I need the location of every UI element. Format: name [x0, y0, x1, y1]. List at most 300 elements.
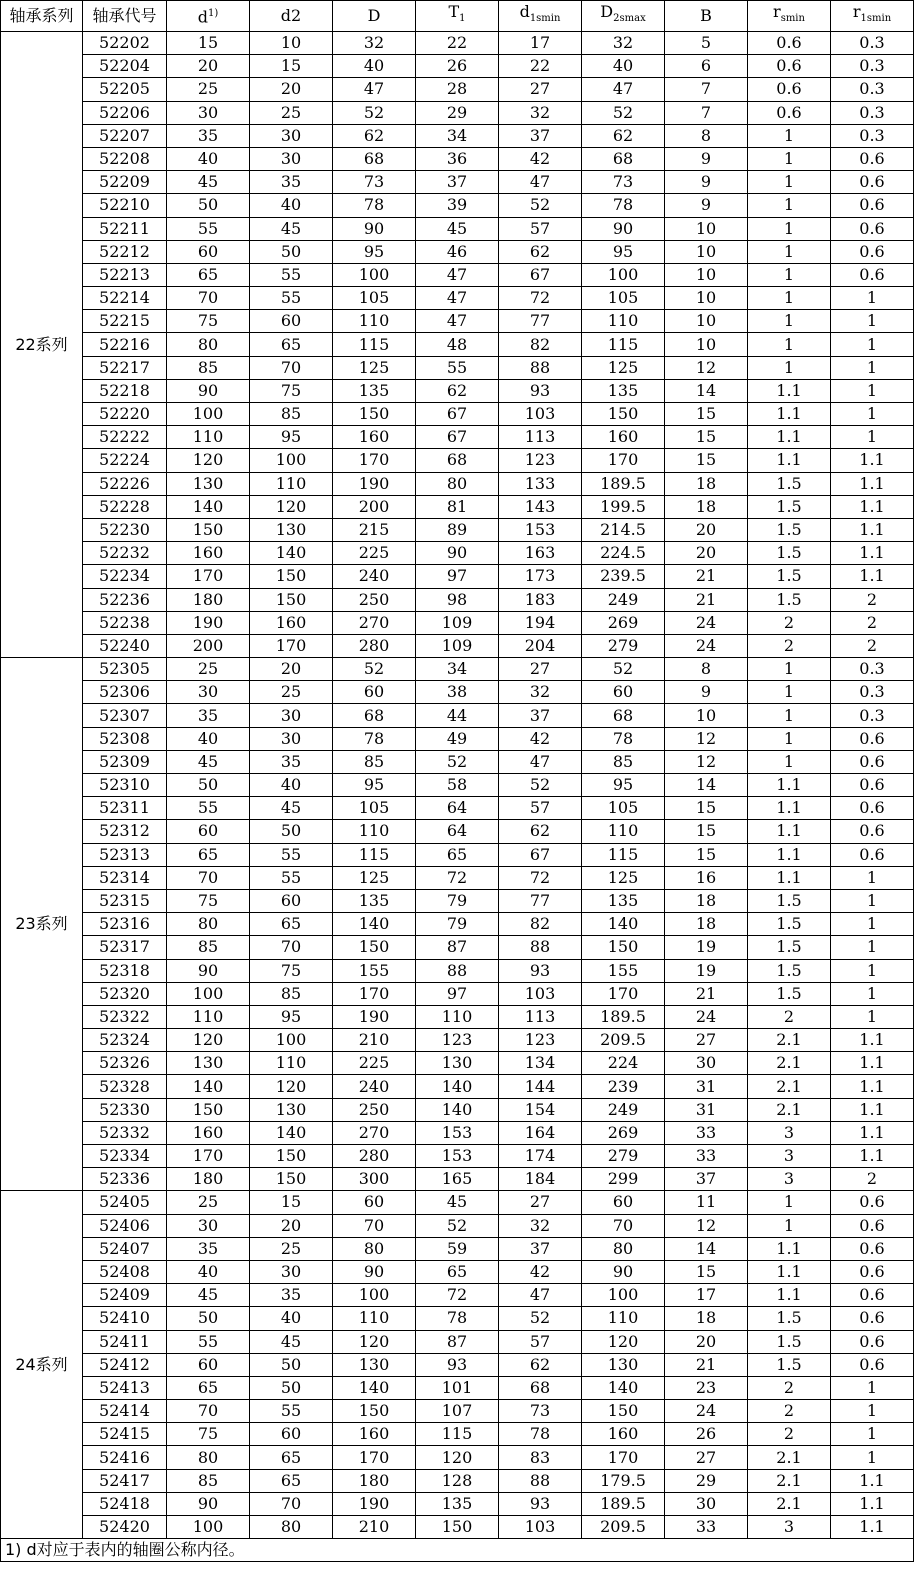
table-row: [1, 518, 914, 541]
D-cell: 140: [333, 1376, 416, 1399]
rsmin-cell: 1.1: [748, 379, 831, 402]
d1smin-cell: 57: [499, 797, 582, 820]
header-D2smax-label: D: [600, 2, 614, 22]
bearing-code-cell: 52324: [83, 1029, 167, 1052]
rsmin-cell: 1.5: [748, 518, 831, 541]
bearing-code-cell: 52204: [83, 55, 167, 78]
B-cell: 31: [665, 1098, 748, 1121]
d1smin-cell: 47: [499, 1284, 582, 1307]
D2smax-cell: 249: [582, 588, 665, 611]
D2smax-cell: 78: [582, 194, 665, 217]
table-row: [1, 1330, 914, 1353]
d-cell: 150: [167, 518, 250, 541]
D-cell: 270: [333, 1121, 416, 1144]
d1smin-cell: 88: [499, 936, 582, 959]
d2-cell: 150: [250, 1145, 333, 1168]
table-row: [1, 588, 914, 611]
rsmin-cell: 2: [748, 1005, 831, 1028]
d2-cell: 150: [250, 565, 333, 588]
T1-cell: 58: [416, 774, 499, 797]
d1smin-cell: 173: [499, 565, 582, 588]
bearing-code-cell: 52413: [83, 1376, 167, 1399]
T1-cell: 98: [416, 588, 499, 611]
T1-cell: 78: [416, 1307, 499, 1330]
D2smax-cell: 249: [582, 1098, 665, 1121]
D2smax-cell: 155: [582, 959, 665, 982]
d1smin-cell: 62: [499, 1353, 582, 1376]
d1smin-cell: 123: [499, 1029, 582, 1052]
header-code: 轴承代号: [83, 1, 167, 32]
d2-cell: 45: [250, 217, 333, 240]
D-cell: 95: [333, 240, 416, 263]
d2-cell: 150: [250, 1168, 333, 1191]
d-cell: 100: [167, 1516, 250, 1539]
T1-cell: 101: [416, 1376, 499, 1399]
T1-cell: 72: [416, 866, 499, 889]
bearing-code-cell: 52209: [83, 171, 167, 194]
d1smin-cell: 72: [499, 866, 582, 889]
rsmin-cell: 1.1: [748, 1284, 831, 1307]
table-row: [1, 78, 914, 101]
d1smin-cell: 163: [499, 542, 582, 565]
r1smin-cell: 2: [831, 611, 914, 634]
table-row: [1, 1098, 914, 1121]
D2smax-cell: 239: [582, 1075, 665, 1098]
d1smin-cell: 62: [499, 820, 582, 843]
header-d1smin-sub: 1smin: [529, 13, 561, 25]
D-cell: 180: [333, 1469, 416, 1492]
header-D2smax: [582, 1, 665, 32]
table-row: [1, 1237, 914, 1260]
table-row: [1, 426, 914, 449]
T1-cell: 80: [416, 472, 499, 495]
rsmin-cell: 1.5: [748, 495, 831, 518]
D-cell: 240: [333, 565, 416, 588]
D2smax-cell: 52: [582, 658, 665, 681]
d2-cell: 130: [250, 1098, 333, 1121]
rsmin-cell: 1.5: [748, 472, 831, 495]
d-cell: 180: [167, 1168, 250, 1191]
table-row: [1, 1029, 914, 1052]
T1-cell: 110: [416, 1005, 499, 1028]
table-row: [1, 1516, 914, 1539]
d2-cell: 40: [250, 194, 333, 217]
bearing-code-cell: 52211: [83, 217, 167, 240]
rsmin-cell: 2.1: [748, 1446, 831, 1469]
T1-cell: 140: [416, 1075, 499, 1098]
B-cell: 15: [665, 426, 748, 449]
r1smin-cell: 0.3: [831, 78, 914, 101]
rsmin-cell: 1.5: [748, 588, 831, 611]
header-r1smin-sub: 1smin: [860, 13, 892, 25]
T1-cell: 49: [416, 727, 499, 750]
d1smin-cell: 27: [499, 1191, 582, 1214]
D-cell: 215: [333, 518, 416, 541]
B-cell: 10: [665, 333, 748, 356]
r1smin-cell: 0.6: [831, 1353, 914, 1376]
d2-cell: 50: [250, 240, 333, 263]
table-row: [1, 356, 914, 379]
B-cell: 30: [665, 1052, 748, 1075]
D2smax-cell: 189.5: [582, 472, 665, 495]
B-cell: 15: [665, 843, 748, 866]
B-cell: 18: [665, 472, 748, 495]
d2-cell: 35: [250, 171, 333, 194]
header-d1smin-label: d: [519, 2, 530, 22]
B-cell: 15: [665, 449, 748, 472]
bearing-code-cell: 52224: [83, 449, 167, 472]
D2smax-cell: 130: [582, 1353, 665, 1376]
D-cell: 115: [333, 843, 416, 866]
d2-cell: 100: [250, 449, 333, 472]
series-cell: 23系列: [1, 658, 83, 1191]
B-cell: 18: [665, 913, 748, 936]
D-cell: 90: [333, 217, 416, 240]
d1smin-cell: 72: [499, 287, 582, 310]
header-rsmin-sub: smin: [780, 13, 805, 25]
r1smin-cell: 0.3: [831, 101, 914, 124]
rsmin-cell: 1: [748, 240, 831, 263]
B-cell: 9: [665, 194, 748, 217]
B-cell: 16: [665, 866, 748, 889]
d1smin-cell: 204: [499, 634, 582, 657]
table-row: [1, 1307, 914, 1330]
B-cell: 11: [665, 1191, 748, 1214]
table-row: [1, 681, 914, 704]
rsmin-cell: 1.5: [748, 1353, 831, 1376]
header-rsmin-label: r: [773, 2, 781, 22]
r1smin-cell: 0.6: [831, 843, 914, 866]
d2-cell: 30: [250, 727, 333, 750]
rsmin-cell: 1.5: [748, 936, 831, 959]
r1smin-cell: 2: [831, 634, 914, 657]
rsmin-cell: 1: [748, 727, 831, 750]
d1smin-cell: 47: [499, 171, 582, 194]
d-cell: 65: [167, 843, 250, 866]
D-cell: 155: [333, 959, 416, 982]
D2smax-cell: 100: [582, 1284, 665, 1307]
B-cell: 10: [665, 263, 748, 286]
D-cell: 250: [333, 588, 416, 611]
d-cell: 35: [167, 124, 250, 147]
D2smax-cell: 32: [582, 32, 665, 55]
rsmin-cell: 2: [748, 1376, 831, 1399]
D2smax-cell: 279: [582, 1145, 665, 1168]
d-cell: 80: [167, 913, 250, 936]
D-cell: 52: [333, 101, 416, 124]
d1smin-cell: 27: [499, 658, 582, 681]
d1smin-cell: 37: [499, 704, 582, 727]
d2-cell: 25: [250, 1237, 333, 1260]
table-row: [1, 727, 914, 750]
rsmin-cell: 0.6: [748, 32, 831, 55]
bearing-code-cell: 52212: [83, 240, 167, 263]
D-cell: 125: [333, 866, 416, 889]
B-cell: 19: [665, 959, 748, 982]
header-d-label: d: [197, 7, 208, 27]
T1-cell: 67: [416, 426, 499, 449]
T1-cell: 97: [416, 982, 499, 1005]
table-row: [1, 194, 914, 217]
table-row: [1, 1353, 914, 1376]
D-cell: 100: [333, 1284, 416, 1307]
rsmin-cell: 1.1: [748, 403, 831, 426]
D2smax-cell: 47: [582, 78, 665, 101]
T1-cell: 62: [416, 379, 499, 402]
D-cell: 280: [333, 1145, 416, 1168]
rsmin-cell: 1.1: [748, 843, 831, 866]
D2smax-cell: 224: [582, 1052, 665, 1075]
B-cell: 10: [665, 310, 748, 333]
d1smin-cell: 27: [499, 78, 582, 101]
r1smin-cell: 1.1: [831, 1469, 914, 1492]
D2smax-cell: 170: [582, 982, 665, 1005]
d1smin-cell: 78: [499, 1423, 582, 1446]
d2-cell: 65: [250, 1469, 333, 1492]
d2-cell: 50: [250, 1353, 333, 1376]
rsmin-cell: 2: [748, 611, 831, 634]
B-cell: 23: [665, 1376, 748, 1399]
bearing-code-cell: 52222: [83, 426, 167, 449]
table-row: [1, 1492, 914, 1515]
d1smin-cell: 183: [499, 588, 582, 611]
d-cell: 25: [167, 658, 250, 681]
d2-cell: 45: [250, 1330, 333, 1353]
rsmin-cell: 1.1: [748, 820, 831, 843]
table-row: [1, 1075, 914, 1098]
D-cell: 62: [333, 124, 416, 147]
B-cell: 14: [665, 379, 748, 402]
r1smin-cell: 1: [831, 936, 914, 959]
d2-cell: 15: [250, 1191, 333, 1214]
D2smax-cell: 209.5: [582, 1516, 665, 1539]
d2-cell: 30: [250, 124, 333, 147]
rsmin-cell: 1.1: [748, 866, 831, 889]
rsmin-cell: 2: [748, 634, 831, 657]
B-cell: 15: [665, 1260, 748, 1283]
r1smin-cell: 1.1: [831, 1121, 914, 1144]
r1smin-cell: 0.6: [831, 1214, 914, 1237]
D2smax-cell: 90: [582, 217, 665, 240]
T1-cell: 48: [416, 333, 499, 356]
B-cell: 18: [665, 495, 748, 518]
T1-cell: 26: [416, 55, 499, 78]
D2smax-cell: 120: [582, 1330, 665, 1353]
B-cell: 26: [665, 1423, 748, 1446]
d2-cell: 35: [250, 750, 333, 773]
footnote: 1) d对应于表内的轴圈公称内径。: [1, 1539, 914, 1562]
d-cell: 65: [167, 263, 250, 286]
d-cell: 70: [167, 287, 250, 310]
T1-cell: 39: [416, 194, 499, 217]
r1smin-cell: 0.3: [831, 55, 914, 78]
D2smax-cell: 68: [582, 147, 665, 170]
rsmin-cell: 2.1: [748, 1492, 831, 1515]
d-cell: 50: [167, 774, 250, 797]
T1-cell: 72: [416, 1284, 499, 1307]
bearing-code-cell: 52314: [83, 866, 167, 889]
rsmin-cell: 1: [748, 171, 831, 194]
T1-cell: 153: [416, 1121, 499, 1144]
d1smin-cell: 67: [499, 263, 582, 286]
d1smin-cell: 103: [499, 1516, 582, 1539]
D-cell: 110: [333, 310, 416, 333]
rsmin-cell: 1: [748, 217, 831, 240]
r1smin-cell: 1: [831, 1376, 914, 1399]
D2smax-cell: 150: [582, 1400, 665, 1423]
r1smin-cell: 0.6: [831, 1260, 914, 1283]
B-cell: 27: [665, 1446, 748, 1469]
B-cell: 14: [665, 774, 748, 797]
T1-cell: 47: [416, 263, 499, 286]
d2-cell: 50: [250, 1376, 333, 1399]
d2-cell: 65: [250, 913, 333, 936]
D2smax-cell: 110: [582, 1307, 665, 1330]
d1smin-cell: 113: [499, 426, 582, 449]
bearing-code-cell: 52415: [83, 1423, 167, 1446]
B-cell: 6: [665, 55, 748, 78]
rsmin-cell: 1: [748, 356, 831, 379]
D2smax-cell: 209.5: [582, 1029, 665, 1052]
d1smin-cell: 82: [499, 333, 582, 356]
D-cell: 150: [333, 1400, 416, 1423]
rsmin-cell: 1.5: [748, 889, 831, 912]
table-row: [1, 101, 914, 124]
d-cell: 40: [167, 727, 250, 750]
d2-cell: 120: [250, 1075, 333, 1098]
D2smax-cell: 60: [582, 1191, 665, 1214]
d-cell: 60: [167, 1353, 250, 1376]
table-row: [1, 495, 914, 518]
d1smin-cell: 194: [499, 611, 582, 634]
T1-cell: 165: [416, 1168, 499, 1191]
d-cell: 90: [167, 1492, 250, 1515]
bearing-code-cell: 52411: [83, 1330, 167, 1353]
d1smin-cell: 37: [499, 1237, 582, 1260]
D2smax-cell: 90: [582, 1260, 665, 1283]
T1-cell: 52: [416, 750, 499, 773]
T1-cell: 109: [416, 611, 499, 634]
d2-cell: 45: [250, 797, 333, 820]
rsmin-cell: 1: [748, 681, 831, 704]
B-cell: 30: [665, 1492, 748, 1515]
table-row: [1, 263, 914, 286]
D2smax-cell: 135: [582, 889, 665, 912]
B-cell: 37: [665, 1168, 748, 1191]
T1-cell: 153: [416, 1145, 499, 1168]
table-row: [1, 1121, 914, 1144]
series-cell: 24系列: [1, 1191, 83, 1539]
D-cell: 78: [333, 194, 416, 217]
D-cell: 60: [333, 681, 416, 704]
d1smin-cell: 22: [499, 55, 582, 78]
d2-cell: 70: [250, 1492, 333, 1515]
d1smin-cell: 42: [499, 1260, 582, 1283]
D2smax-cell: 224.5: [582, 542, 665, 565]
D-cell: 225: [333, 542, 416, 565]
D-cell: 150: [333, 403, 416, 426]
D-cell: 210: [333, 1029, 416, 1052]
d2-cell: 130: [250, 518, 333, 541]
D2smax-cell: 199.5: [582, 495, 665, 518]
table-row: [1, 797, 914, 820]
r1smin-cell: 1: [831, 1005, 914, 1028]
D2smax-cell: 105: [582, 287, 665, 310]
B-cell: 21: [665, 565, 748, 588]
d-cell: 25: [167, 78, 250, 101]
d1smin-cell: 113: [499, 1005, 582, 1028]
d2-cell: 140: [250, 1121, 333, 1144]
D2smax-cell: 95: [582, 240, 665, 263]
T1-cell: 45: [416, 217, 499, 240]
rsmin-cell: 1: [748, 1191, 831, 1214]
table-row: [1, 704, 914, 727]
bearing-code-cell: 52328: [83, 1075, 167, 1098]
bearing-code-cell: 52306: [83, 681, 167, 704]
D2smax-cell: 52: [582, 101, 665, 124]
rsmin-cell: 0.6: [748, 78, 831, 101]
d-cell: 170: [167, 565, 250, 588]
rsmin-cell: 2.1: [748, 1469, 831, 1492]
D-cell: 190: [333, 472, 416, 495]
B-cell: 24: [665, 1005, 748, 1028]
table-row: [1, 913, 914, 936]
D-cell: 47: [333, 78, 416, 101]
d1smin-cell: 153: [499, 518, 582, 541]
D-cell: 105: [333, 797, 416, 820]
bearing-code-cell: 52316: [83, 913, 167, 936]
B-cell: 33: [665, 1145, 748, 1168]
B-cell: 31: [665, 1075, 748, 1098]
d2-cell: 25: [250, 681, 333, 704]
B-cell: 8: [665, 124, 748, 147]
d1smin-cell: 184: [499, 1168, 582, 1191]
bearing-code-cell: 52334: [83, 1145, 167, 1168]
rsmin-cell: 3: [748, 1168, 831, 1191]
r1smin-cell: 1.1: [831, 472, 914, 495]
rsmin-cell: 1.5: [748, 1330, 831, 1353]
r1smin-cell: 0.6: [831, 820, 914, 843]
T1-cell: 46: [416, 240, 499, 263]
r1smin-cell: 1.1: [831, 1098, 914, 1121]
bearing-code-cell: 52332: [83, 1121, 167, 1144]
T1-cell: 89: [416, 518, 499, 541]
D2smax-cell: 68: [582, 704, 665, 727]
T1-cell: 65: [416, 1260, 499, 1283]
table-row: [1, 1446, 914, 1469]
d2-cell: 55: [250, 1400, 333, 1423]
T1-cell: 22: [416, 32, 499, 55]
d1smin-cell: 82: [499, 913, 582, 936]
table-row: [1, 959, 914, 982]
rsmin-cell: 2.1: [748, 1052, 831, 1075]
rsmin-cell: 1: [748, 750, 831, 773]
B-cell: 21: [665, 588, 748, 611]
d2-cell: 100: [250, 1029, 333, 1052]
d-cell: 50: [167, 1307, 250, 1330]
D2smax-cell: 115: [582, 333, 665, 356]
T1-cell: 47: [416, 310, 499, 333]
T1-cell: 81: [416, 495, 499, 518]
r1smin-cell: 2: [831, 1168, 914, 1191]
D-cell: 110: [333, 820, 416, 843]
T1-cell: 87: [416, 936, 499, 959]
bearing-code-cell: 52205: [83, 78, 167, 101]
B-cell: 14: [665, 1237, 748, 1260]
header-T1-label: T: [448, 2, 460, 22]
d2-cell: 50: [250, 820, 333, 843]
bearing-code-cell: 52406: [83, 1214, 167, 1237]
